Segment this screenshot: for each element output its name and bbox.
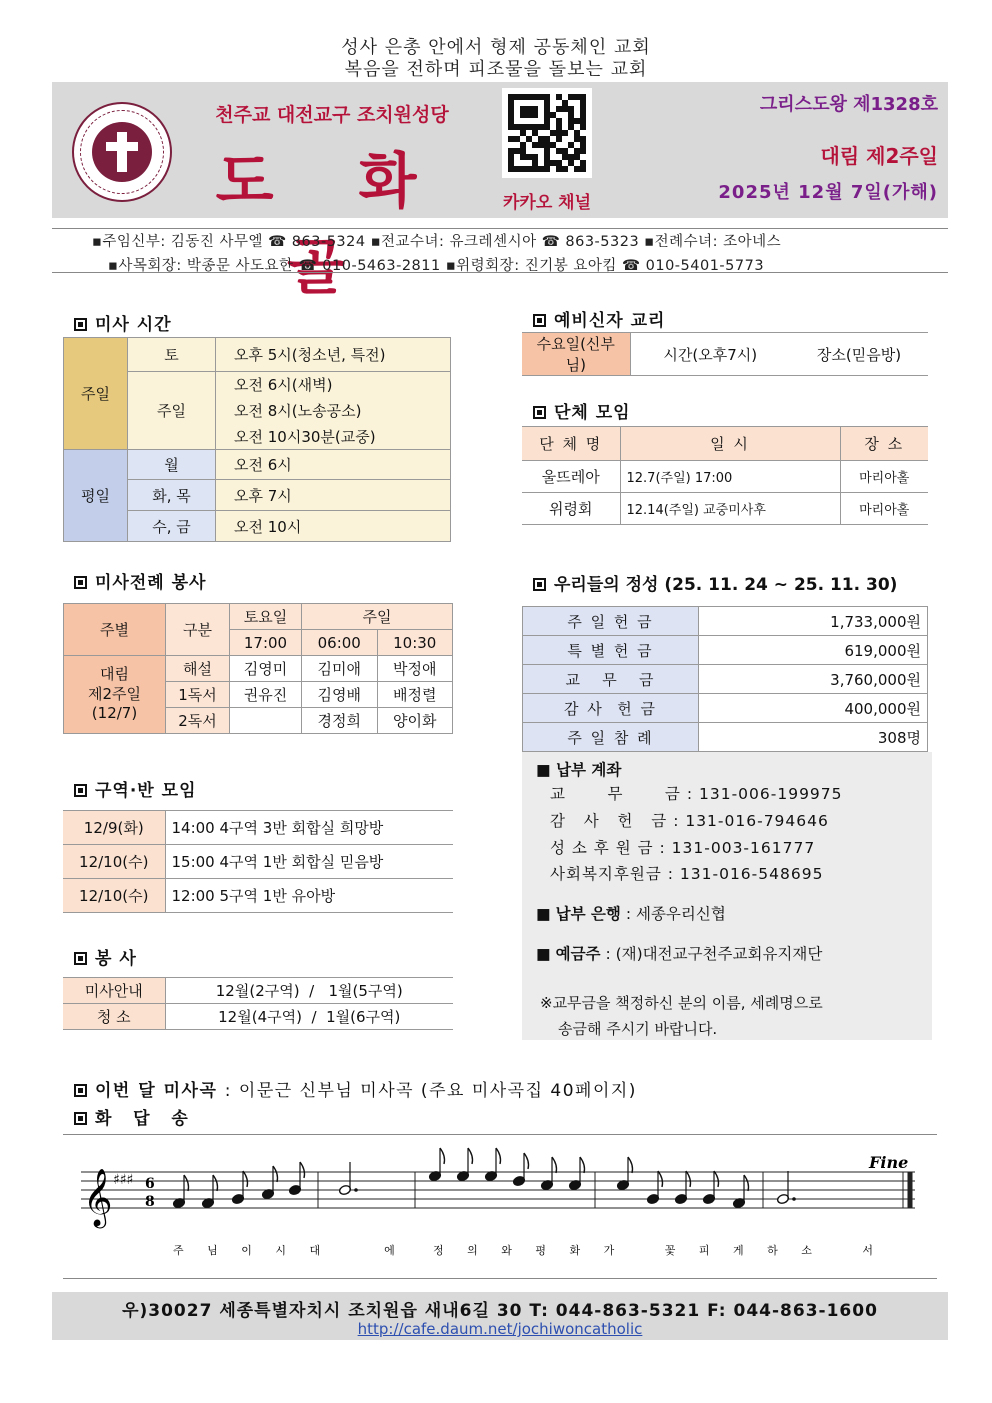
offering-label: 감 사 헌 금 <box>523 694 699 723</box>
note-flag <box>440 1148 445 1164</box>
section-groups: 단체 모임 <box>533 398 631 423</box>
time-cell: 오전 10시 <box>216 511 451 542</box>
cafe-link[interactable]: http://cafe.daum.net/jochiwoncatholic <box>357 1320 643 1338</box>
time-header: 10:30 <box>377 630 453 656</box>
day-cell: 토 <box>128 338 216 372</box>
table-row <box>523 607 928 636</box>
section-catechumen: 예비신자 교리 <box>533 306 665 331</box>
section-offering: 우리들의 정성 (25. 11. 24 ~ 25. 11. 30) <box>533 570 897 595</box>
time-cell: 오후 5시(청소년, 특전) <box>216 338 451 372</box>
lyrics-line-1: 주 님 이 시 대 에 <box>173 1244 405 1257</box>
column-header: 장 소 <box>840 427 928 461</box>
bank-line: ■ 납부 은행 : 세종우리신협 <box>536 905 726 923</box>
note-flag <box>524 1153 529 1169</box>
notes-group <box>172 1148 795 1209</box>
groups-table <box>522 426 928 525</box>
note-flag <box>744 1175 749 1191</box>
table-row <box>523 723 928 752</box>
minister-cell: 박정애 <box>377 656 453 682</box>
minister-cell: 경정희 <box>302 708 378 734</box>
issue-number: 그리스도왕 제1328호 <box>759 94 938 115</box>
section-mass-times: 미사 시간 <box>74 310 172 335</box>
day-cell: 주일 <box>128 372 216 450</box>
note-flag <box>273 1166 278 1182</box>
account-row: 사회복지후원금 : 131-016-548695 <box>550 865 824 883</box>
offering-label: 특 별 헌 금 <box>523 636 699 665</box>
square-bullet-icon <box>533 406 546 419</box>
catechumen-table <box>522 332 928 376</box>
offering-value: 400,000원 <box>699 694 928 723</box>
account-row: 성 소 후 원 금 : 131-003-161777 <box>550 839 816 857</box>
account-panel <box>522 752 932 1040</box>
table-row <box>522 493 928 525</box>
offering-label: 주 일 참 례 <box>523 723 699 752</box>
square-bullet-icon <box>533 314 546 327</box>
offering-label: 교 무 금 <box>523 665 699 694</box>
section-liturgy: 미사전례 봉사 <box>74 568 206 593</box>
catechumen-time: 시간(오후7시) <box>630 333 790 376</box>
note-flag <box>243 1171 248 1187</box>
time-cell: 오전 8시(노송공소) <box>216 398 451 424</box>
square-bullet-icon <box>74 576 87 589</box>
district-date: 12/10(수) <box>63 845 165 879</box>
psalm-score <box>63 1140 937 1270</box>
group-name: 울뜨레아 <box>522 461 620 493</box>
minister-cell: 김미애 <box>302 656 378 682</box>
holder-line: ■ 예금주 : (재)대전교구천주교회유지재단 <box>536 945 823 963</box>
kakao-channel-label: 카카오 채널 <box>502 193 592 213</box>
district-date: 12/10(수) <box>63 879 165 913</box>
note-flag <box>714 1171 719 1187</box>
minister-cell: 양이화 <box>377 708 453 734</box>
table-row <box>63 879 453 913</box>
table-row <box>523 665 928 694</box>
note-flag <box>213 1175 218 1191</box>
square-bullet-icon <box>74 784 87 797</box>
account-row: 감 사 헌 금 : 131-016-794646 <box>550 812 829 830</box>
time-cell: 오후 7시 <box>216 480 451 511</box>
table-row <box>64 656 453 682</box>
note-flag <box>496 1148 501 1164</box>
time-header: 06:00 <box>302 630 378 656</box>
account-row: 교 무 금 : 131-006-199975 <box>550 785 843 803</box>
note-line-1: ※교무금을 책정하신 분의 이름, 세례명으로 <box>540 994 823 1012</box>
group-time: 12.7(주일) 17:00 <box>620 461 840 493</box>
note-flag <box>580 1157 585 1173</box>
time-header: 17:00 <box>230 630 302 656</box>
liturgy-table <box>63 603 453 734</box>
table-row <box>523 694 928 723</box>
staff-line-2: ▪사목회장: 박종문 사도요한 ☎ 010-5463-2811 ▪위령회장: 진기봉 요아킴 ☎ 010-5401-5773 <box>108 258 765 274</box>
motto-line-1: 성사 은총 안에서 형제 공동체인 교회 <box>341 37 651 58</box>
service-table <box>63 977 453 1030</box>
note-dot <box>792 1197 796 1201</box>
week-label: 대림 제2주일 (12/7) <box>64 656 166 734</box>
note-flag <box>468 1148 473 1164</box>
time-cell: 오전 6시 <box>216 450 451 480</box>
role-cell: 해설 <box>166 656 230 682</box>
footer-address: 우)30027 세종특별자치시 조치원읍 새내6길 30 T: 044-863-5321 F: 044-863-1600 <box>122 1301 878 1321</box>
note-flag <box>658 1171 663 1187</box>
group-name: 위령회 <box>522 493 620 525</box>
district-detail: 15:00 4구역 1반 회합실 믿음방 <box>165 845 453 879</box>
group-sunday: 주일 <box>64 338 128 450</box>
liturgical-sunday: 대림 제2주일 <box>820 144 938 168</box>
parish-name: 천주교 대전교구 조치원성당 <box>215 104 449 126</box>
offering-table <box>522 606 928 752</box>
note-flag <box>184 1175 189 1191</box>
table-row <box>522 461 928 493</box>
table-row <box>523 636 928 665</box>
time-cell: 오전 6시(새벽) <box>216 372 451 398</box>
column-header: 구분 <box>166 604 230 656</box>
district-detail: 12:00 5구역 1반 유아방 <box>165 879 453 913</box>
minister-cell <box>230 708 302 734</box>
lyrics-line-2: 정 의 와 평 화 가 꽃 피 게 하 소 서 <box>433 1244 883 1257</box>
column-header: 주별 <box>64 604 166 656</box>
role-cell: 2독서 <box>166 708 230 734</box>
square-bullet-icon <box>74 1084 87 1097</box>
offering-value: 619,000원 <box>699 636 928 665</box>
role-cell: 1독서 <box>166 682 230 708</box>
section-district: 구역·반 모임 <box>74 776 197 801</box>
table-row <box>63 1004 453 1030</box>
staff-line-1: ▪주임신부: 김동진 사무엘 ☎ 863-5324 ▪전교수녀: 유크레센시아 ☎ 863-5323 ▪전례수녀: 조아네스 <box>92 234 782 250</box>
note-dot <box>354 1188 358 1192</box>
catechumen-day: 수요일(신부님) <box>522 333 630 376</box>
day-cell: 수, 금 <box>128 511 216 542</box>
diocese-logo <box>72 102 172 202</box>
offering-value: 308명 <box>699 723 928 752</box>
minister-cell: 김영배 <box>302 682 378 708</box>
account-title: ■ 납부 계좌 <box>536 761 622 779</box>
treble-clef-icon: 𝄞 <box>83 1168 113 1226</box>
note-flag <box>686 1171 691 1187</box>
column-header: 주일 <box>302 604 453 630</box>
group-place: 마리아홀 <box>840 461 928 493</box>
service-value: 12월(4구역) / 1월(6구역) <box>165 1004 453 1030</box>
square-bullet-icon <box>533 578 546 591</box>
offering-label: 주 일 헌 금 <box>523 607 699 636</box>
group-time: 12.14(주일) 교중미사후 <box>620 493 840 525</box>
minister-cell: 배정렬 <box>377 682 453 708</box>
catechumen-place: 장소(믿음방) <box>790 333 928 376</box>
time-sig-top: 6 <box>145 1176 155 1192</box>
offering-value: 3,760,000원 <box>699 665 928 694</box>
service-label: 미사안내 <box>63 978 165 1004</box>
group-place: 마리아홀 <box>840 493 928 525</box>
day-cell: 화, 목 <box>128 480 216 511</box>
service-label: 청 소 <box>63 1004 165 1030</box>
table-row <box>63 811 453 845</box>
minister-cell: 권유진 <box>230 682 302 708</box>
district-detail: 14:00 4구역 3반 회합실 희망방 <box>165 811 453 845</box>
fine-mark: Fine <box>869 1153 909 1172</box>
day-cell: 월 <box>128 450 216 480</box>
table-row <box>63 845 453 879</box>
divider <box>63 1134 937 1135</box>
service-value: 12월(2구역) / 1월(5구역) <box>165 978 453 1004</box>
issue-date: 2025년 12월 7일(가해) <box>718 182 938 203</box>
bulletin-title: 도 화 골 <box>215 147 449 303</box>
district-table <box>63 810 453 913</box>
column-header: 토요일 <box>230 604 302 630</box>
note-flag <box>300 1162 305 1178</box>
minister-cell: 김영미 <box>230 656 302 682</box>
note-line-2: 송금해 주시기 바랍니다. <box>558 1020 718 1038</box>
time-cell: 오전 10시30분(교중) <box>216 424 451 450</box>
table-row <box>63 978 453 1004</box>
divider <box>63 1278 937 1279</box>
district-date: 12/9(화) <box>63 811 165 845</box>
divider <box>52 228 948 229</box>
column-header: 일 시 <box>620 427 840 461</box>
section-service: 봉 사 <box>74 944 137 969</box>
column-header: 단 체 명 <box>522 427 620 461</box>
square-bullet-icon <box>74 952 87 965</box>
group-weekday: 평일 <box>64 450 128 542</box>
note-flag <box>552 1157 557 1173</box>
offering-value: 1,733,000원 <box>699 607 928 636</box>
time-sig-bottom: 8 <box>145 1194 155 1210</box>
section-mass-music: 이번 달 미사곡 : 이문근 신부님 미사곡 (주요 미사곡집 40페이지) <box>74 1076 637 1101</box>
square-bullet-icon <box>74 318 87 331</box>
note-flag <box>628 1157 633 1173</box>
divider <box>52 272 948 273</box>
section-psalm: 화 답 송 <box>74 1104 189 1129</box>
qr-code-icon[interactable] <box>502 88 592 178</box>
key-signature-icon: ♯♯♯ <box>113 1172 134 1188</box>
square-bullet-icon <box>74 1112 87 1125</box>
mass-times-table <box>63 337 451 542</box>
motto-line-2: 복음을 전하며 피조물을 돌보는 교회 <box>344 59 648 80</box>
